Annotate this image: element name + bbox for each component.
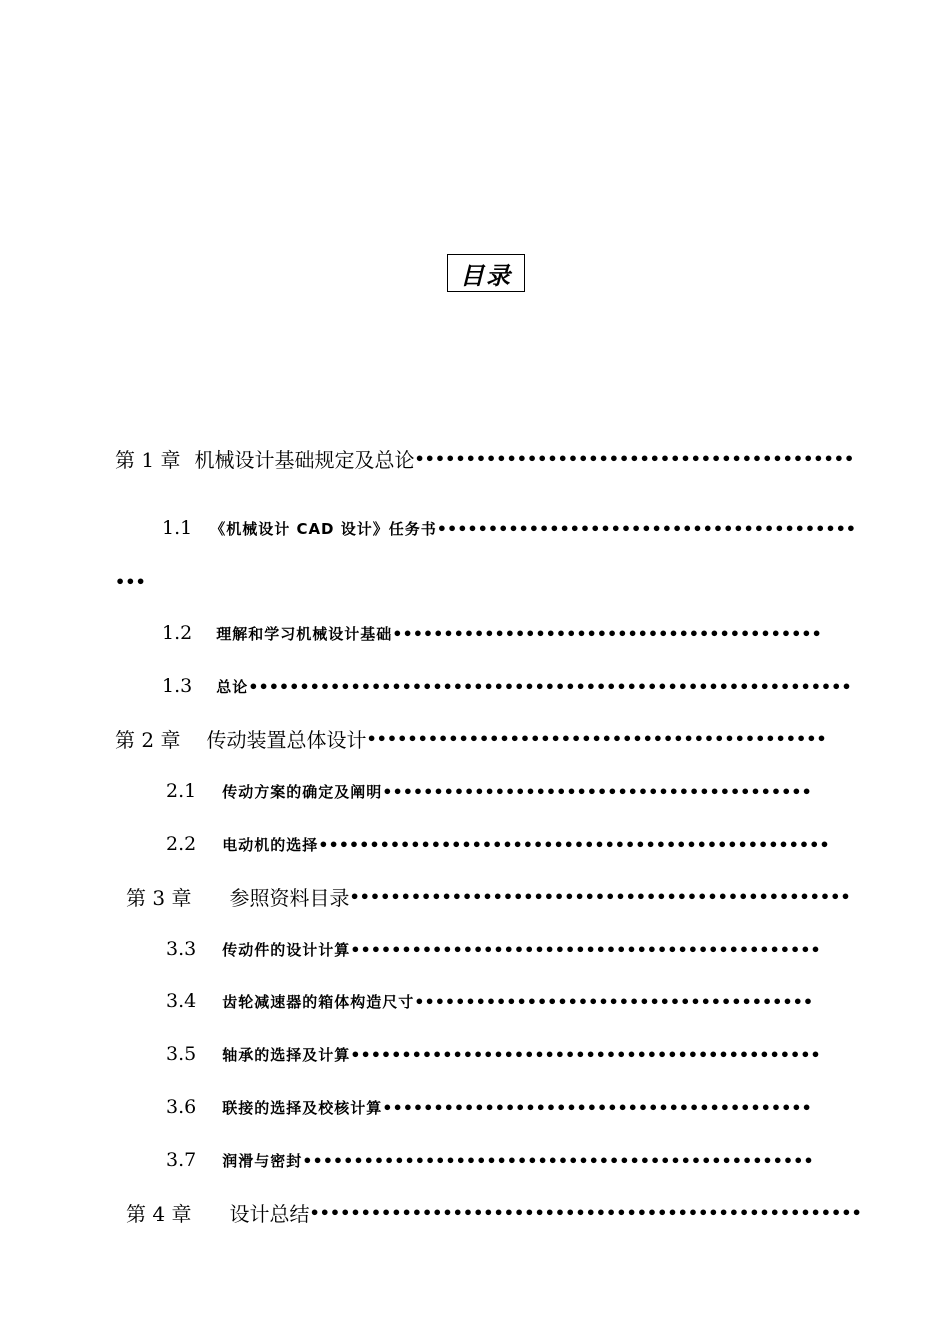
- toc-entry-text: 《机械设计 CAD 设计》任务书: [210, 519, 437, 538]
- toc-entry-section-3-5[interactable]: [166, 1039, 821, 1069]
- toc-entry-text: 齿轮减速器的箱体构造尺寸: [222, 992, 415, 1011]
- toc-entry-text: 联接的选择及校核计算: [222, 1098, 383, 1117]
- toc-entry-text: 总论: [216, 677, 249, 696]
- toc-leader-dots: ••••••••••••••••••••••••••••••••••••••••••: [382, 781, 812, 801]
- toc-entry-number: 3.5: [166, 1043, 197, 1065]
- toc-entry-section-3-7[interactable]: [166, 1145, 814, 1175]
- toc-title: 目录: [447, 254, 525, 292]
- toc-entry-section-3-4[interactable]: [166, 986, 813, 1016]
- toc-entry-text: 润滑与密封: [222, 1151, 303, 1170]
- toc-entry-number: 第 1 章: [115, 447, 181, 472]
- toc-entry-section-1-1[interactable]: [162, 513, 856, 543]
- toc-entry-text: 传动件的设计计算: [222, 940, 351, 959]
- toc-entry-number: 3.3: [166, 938, 197, 960]
- toc-leader-dots: •••••••••••••••••••••••••••••••••••••••••: [436, 518, 857, 538]
- toc-entry-chapter-4[interactable]: [126, 1197, 862, 1227]
- toc-leader-dots: ••••••••••••••••••••••••••••••••••••••••••••••: [350, 939, 821, 959]
- toc-entry-number: 第 2 章: [115, 727, 181, 752]
- toc-leader-dots: ••••••••••••••••••••••••••••••••••••••••••••••••••: [302, 1150, 814, 1170]
- toc-entry-text: 参照资料目录: [229, 885, 350, 910]
- toc-leader-dots: •••: [115, 571, 146, 591]
- toc-leader-dots: ••••••••••••••••••••••••••••••••••••••••••: [392, 623, 822, 643]
- toc-leader-dots: •••••••••••••••••••••••••••••••••••••••••••••••••: [349, 886, 851, 906]
- toc-entry-number: 2.1: [166, 780, 197, 802]
- toc-entry-text: 轴承的选择及计算: [222, 1045, 351, 1064]
- toc-leader-dots: ••••••••••••••••••••••••••••••••••••••••••: [382, 1097, 812, 1117]
- toc-entry-chapter-2[interactable]: [115, 723, 827, 753]
- toc-leader-dots: ••••••••••••••••••••••••••••••••••••••••••••••••••: [318, 834, 830, 854]
- toc-entry-number: 1.2: [162, 622, 193, 644]
- toc-entry-number: 第 3 章: [126, 885, 192, 910]
- toc-entry-section-2-1[interactable]: [166, 776, 812, 806]
- toc-leader-dots: ••••••••••••••••••••••••••••••••••••••••••••••: [350, 1044, 821, 1064]
- toc-entry-text: 传动装置总体设计: [206, 727, 367, 752]
- toc-entry-text: 电动机的选择: [222, 835, 319, 854]
- toc-entry-text: 理解和学习机械设计基础: [216, 624, 393, 643]
- toc-entry-section-1-2[interactable]: [162, 618, 822, 648]
- toc-entry-number: 3.6: [166, 1096, 197, 1118]
- toc-entry-number: 1.3: [162, 675, 193, 697]
- toc-entry-number: 1.1: [162, 517, 193, 539]
- toc-entry-section-1-3[interactable]: [162, 671, 852, 701]
- toc-entry-number: 3.7: [166, 1149, 197, 1171]
- toc-entry-section-2-2[interactable]: [166, 829, 830, 859]
- toc-entry-chapter-3[interactable]: [126, 881, 851, 911]
- toc-leader-dots: •••••••••••••••••••••••••••••••••••••••••••••••••••••••••••: [248, 676, 852, 696]
- toc-entry-section-3-3[interactable]: [166, 934, 821, 964]
- toc-entry-text: 设计总结: [229, 1201, 310, 1226]
- toc-entry-number: 第 4 章: [126, 1201, 192, 1226]
- toc-leader-continuation: [115, 566, 146, 596]
- toc-entry-number: 3.4: [166, 990, 197, 1012]
- toc-entry-section-3-6[interactable]: [166, 1092, 812, 1122]
- toc-entry-number: 2.2: [166, 833, 197, 855]
- toc-leader-dots: •••••••••••••••••••••••••••••••••••••••: [414, 991, 814, 1011]
- toc-entry-chapter-1[interactable]: [115, 443, 854, 473]
- toc-leader-dots: •••••••••••••••••••••••••••••••••••••••••••: [414, 448, 855, 468]
- toc-leader-dots: •••••••••••••••••••••••••••••••••••••••••••••: [366, 728, 827, 748]
- toc-entry-text: 传动方案的确定及阐明: [222, 782, 383, 801]
- toc-leader-dots: ••••••••••••••••••••••••••••••••••••••••••••••••••••••: [309, 1202, 862, 1222]
- toc-entry-text: 机械设计基础规定及总论: [194, 447, 415, 472]
